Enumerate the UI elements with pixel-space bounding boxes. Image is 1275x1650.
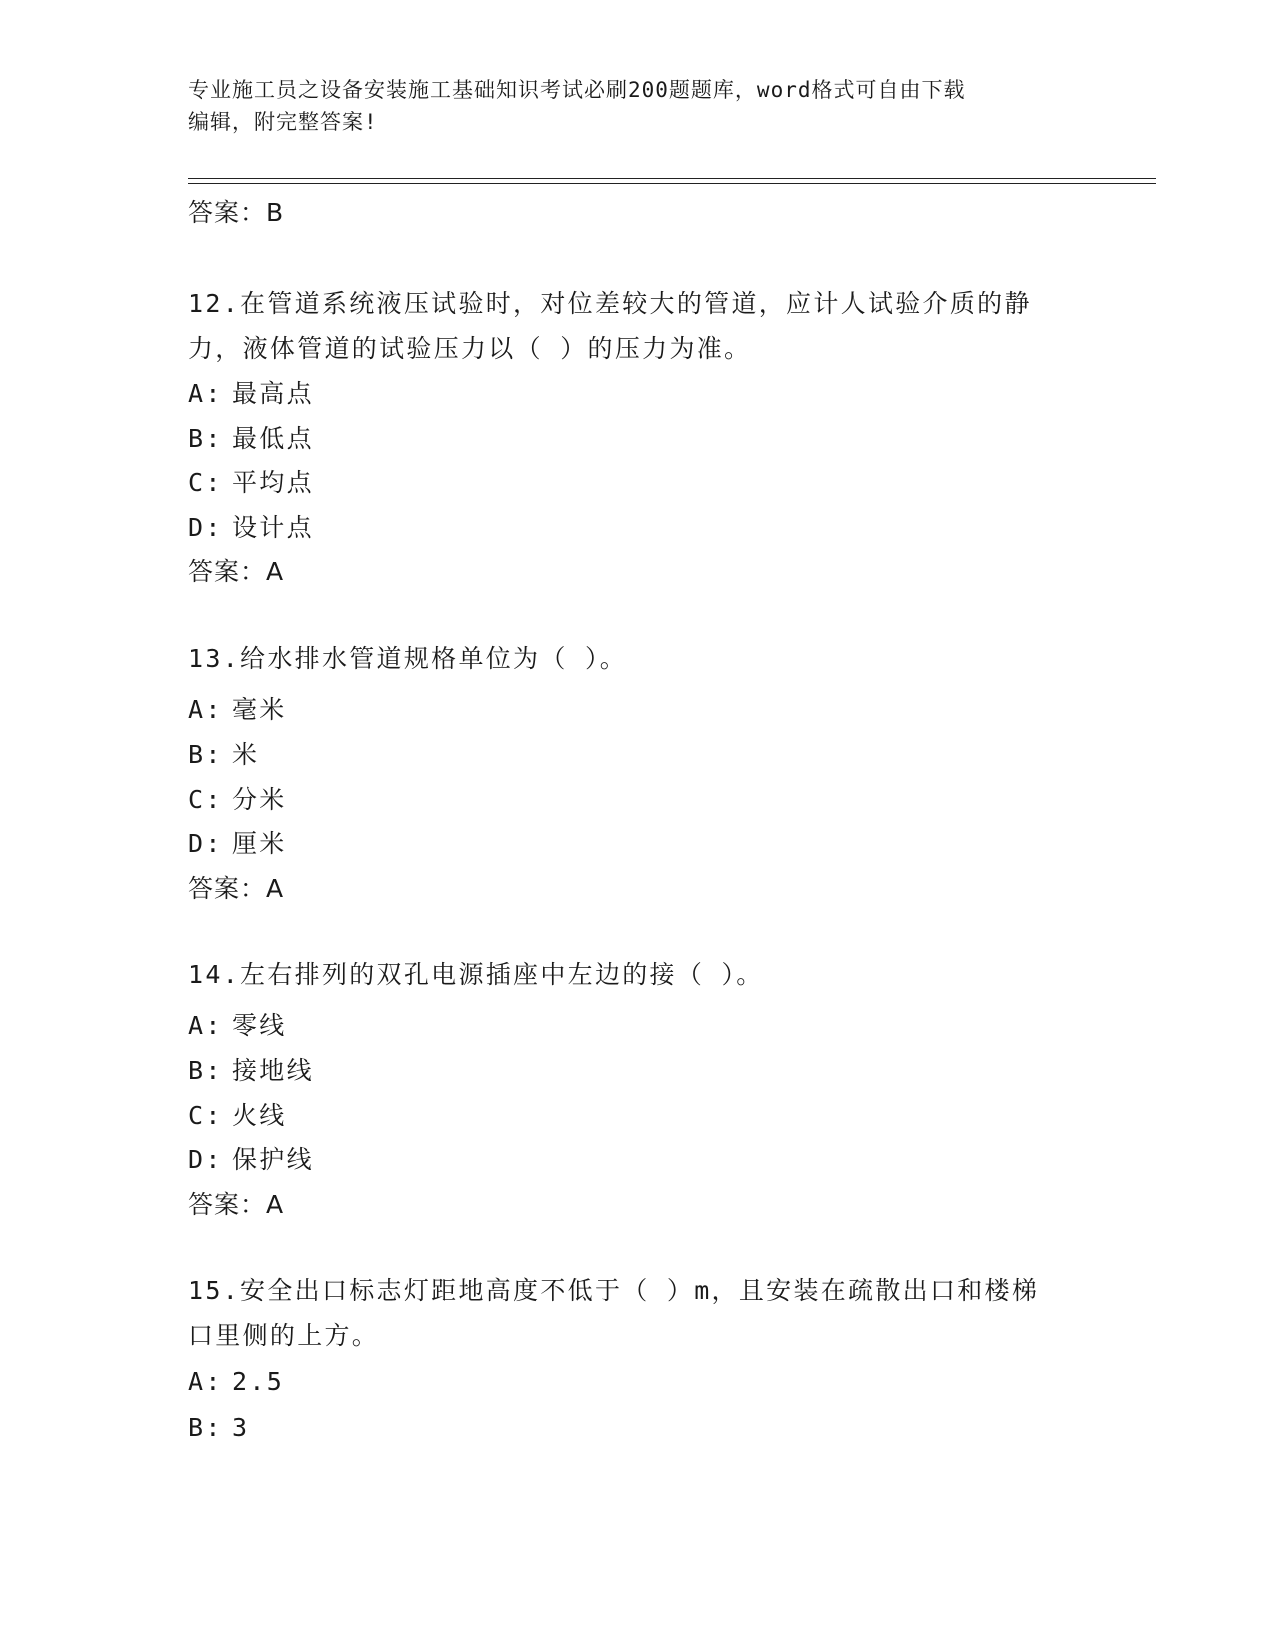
question-12-option-a [188,374,314,410]
option-text: 分米 [232,785,287,814]
answer-prev: 答案：B [188,198,285,227]
option-key: D: [188,513,223,542]
option-key: B: [188,424,223,453]
option-text: 3 [232,1413,250,1442]
question-14-option-c [188,1096,287,1132]
option-text: 零线 [232,1011,287,1040]
stem-line: 15.安全出口标志灯距地高度不低于（ ）m，且安装在疏散出口和楼梯 [188,1276,1040,1305]
question-12-stem [188,281,1088,371]
stem-line: 口里侧的上方。 [188,1321,380,1350]
question-14-answer: 答案：A [188,1190,285,1219]
stem-line: 13.给水排水管道规格单位为（ ）。 [188,644,628,673]
option-text: 毫米 [232,695,287,724]
question-14-stem [188,952,1088,997]
option-key: A: [188,695,223,724]
question-14-option-d [188,1140,314,1176]
option-key: A: [188,1011,223,1040]
question-13-option-a [188,690,287,726]
option-key: B: [188,740,223,769]
option-key: D: [188,1145,223,1174]
option-text: 平均点 [232,468,314,497]
question-14-option-a [188,1006,287,1042]
header-line-1: 专业施工员之设备安装施工基础知识考试必刷200题题库，word格式可自由下载 [188,78,966,102]
option-text: 最低点 [232,424,314,453]
header-rule-top [188,178,1156,179]
option-text: 2.5 [232,1367,285,1396]
question-13-stem [188,636,1088,681]
document-header [188,74,1068,138]
question-12-answer: 答案：A [188,557,285,586]
question-13-option-d [188,824,287,860]
question-13-option-c [188,780,287,816]
option-text: 接地线 [232,1056,314,1085]
stem-line: 12.在管道系统液压试验时，对位差较大的管道，应计人试验介质的静 [188,289,1032,318]
stem-line: 力，液体管道的试验压力以（ ）的压力为准。 [188,334,752,363]
question-15-stem [188,1268,1088,1358]
option-key: C: [188,468,223,497]
stem-line: 14.左右排列的双孔电源插座中左边的接（ ）。 [188,960,764,989]
option-text: 火线 [232,1101,287,1130]
question-13-option-b [188,735,259,771]
question-13-answer: 答案：A [188,874,285,903]
question-15-option-a [188,1367,284,1396]
option-text: 米 [232,740,260,769]
option-text: 保护线 [232,1145,314,1174]
option-key: C: [188,785,223,814]
option-text: 最高点 [232,379,314,408]
question-12-option-d [188,508,314,544]
option-key: A: [188,1367,223,1396]
question-12-option-c [188,463,314,499]
option-key: A: [188,379,223,408]
question-15-option-b [188,1413,249,1442]
option-key: C: [188,1101,223,1130]
option-key: B: [188,1056,223,1085]
question-14-option-b [188,1051,314,1087]
option-text: 设计点 [232,513,314,542]
option-key: B: [188,1413,223,1442]
header-rule-bottom [188,183,1156,184]
question-12-option-b [188,419,314,455]
option-text: 厘米 [232,829,287,858]
option-key: D: [188,829,223,858]
header-line-2: 编辑，附完整答案! [188,110,378,134]
